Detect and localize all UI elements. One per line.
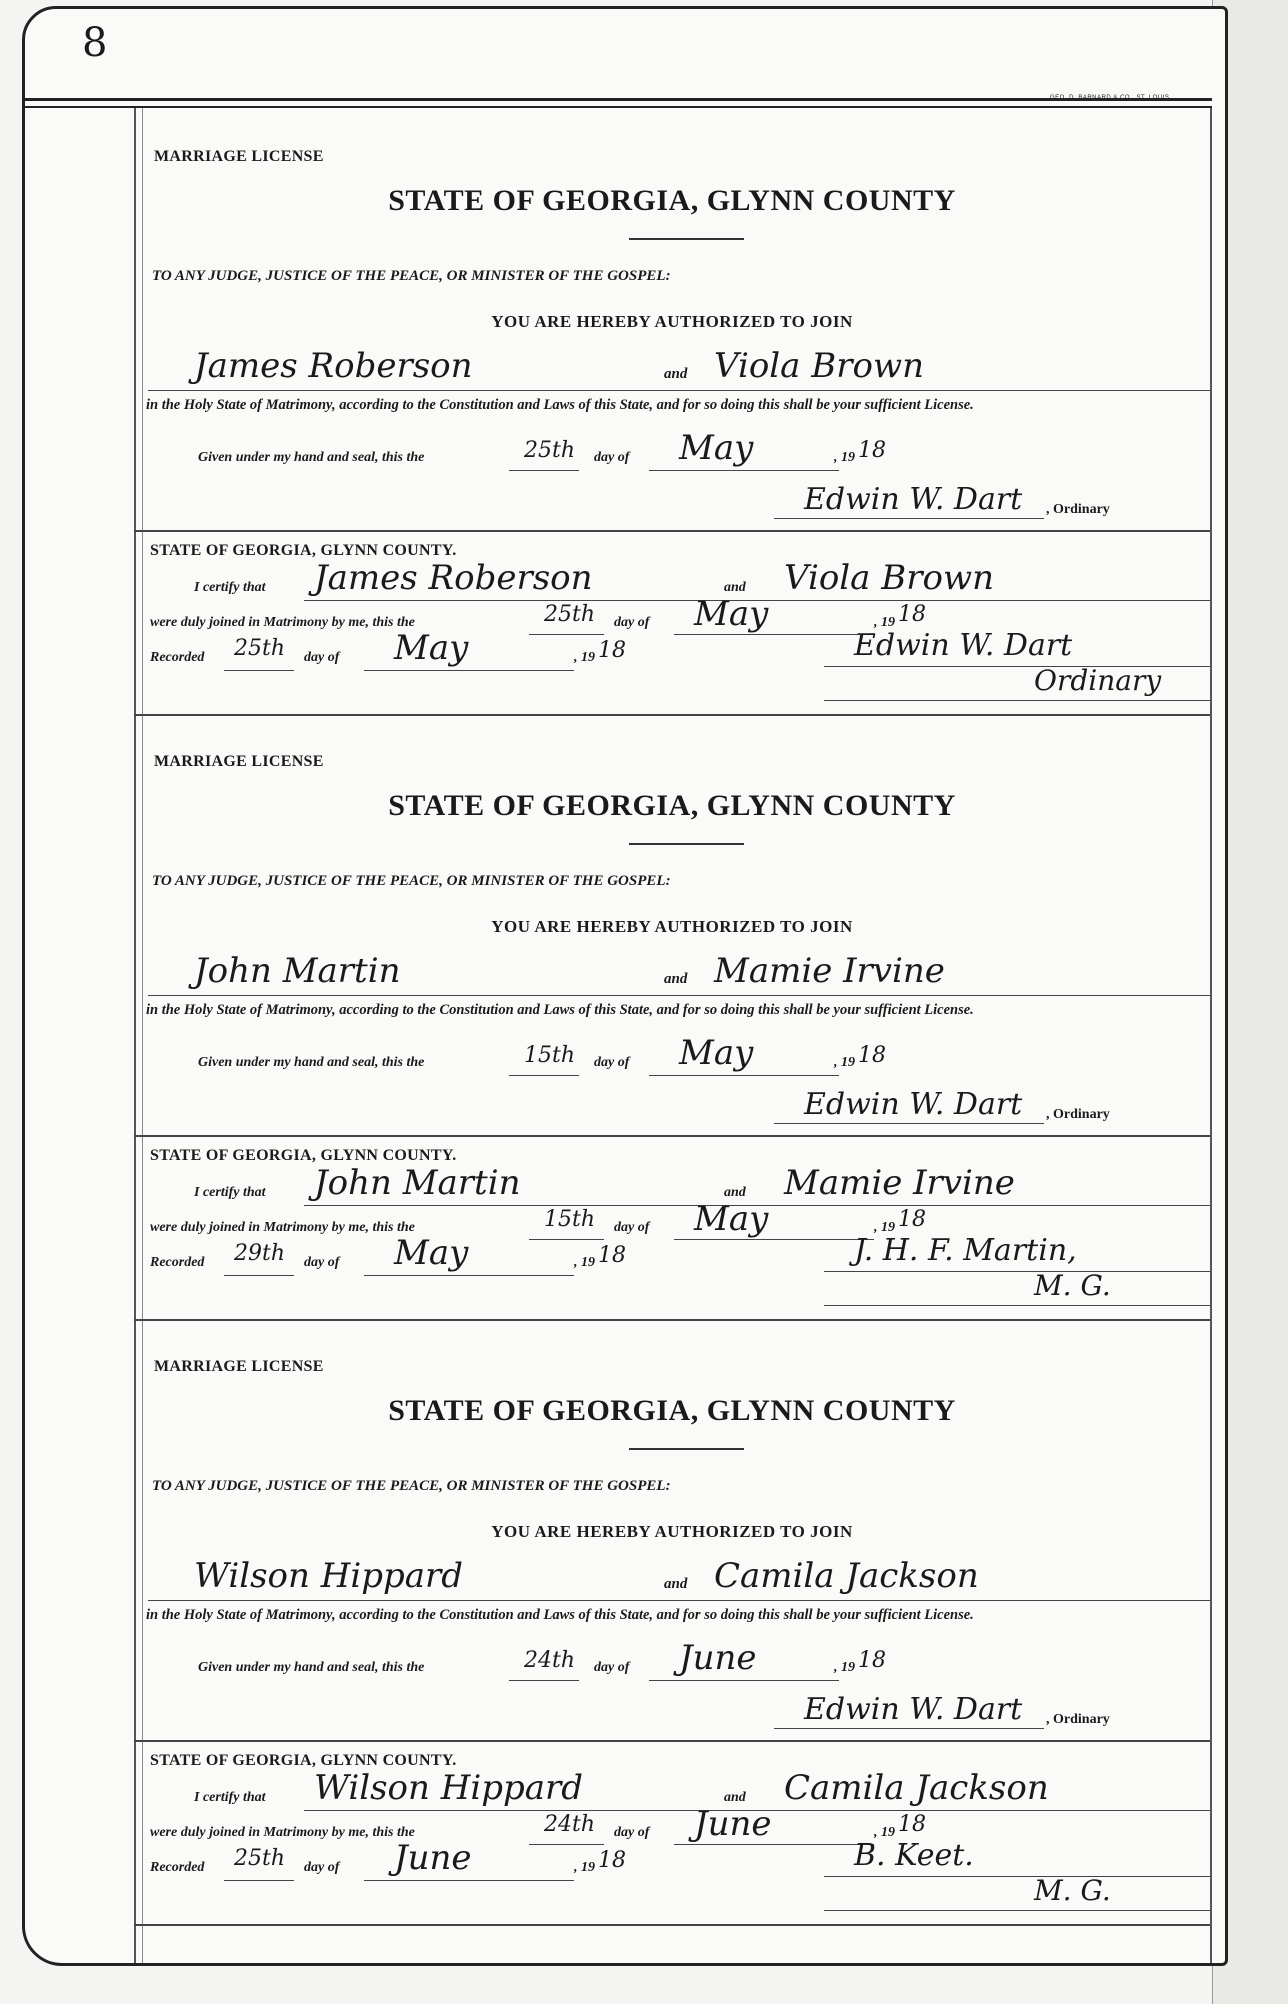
authorized-line: YOU ARE HEREBY AUTHORIZED TO JOIN (491, 1522, 853, 1541)
recorded-month: June (394, 1838, 472, 1878)
license-heading: MARRIAGE LICENSE (154, 148, 324, 165)
title-underline (824, 1910, 1210, 1911)
married-year: 18 (898, 1207, 926, 1232)
ordinary-signature: Edwin W. Dart (804, 482, 1023, 517)
recorded-month: May (394, 628, 469, 668)
certified-groom: Wilson Hippard (314, 1768, 584, 1808)
day-of-label: day of (304, 650, 340, 665)
bride-name: Camila Jackson (714, 1556, 979, 1596)
day-of-label: day of (594, 1660, 630, 1675)
day-of-label: day of (614, 1825, 650, 1840)
recorded-day: 29th (234, 1241, 286, 1266)
certificate-heading: STATE OF GEORGIA, GLYNN COUNTY. (150, 542, 457, 559)
address-line: TO ANY JUDGE, JUSTICE OF THE PEACE, OR MINISTER OF THE GOSPEL: (152, 873, 671, 889)
recorded-label: Recorded (150, 1255, 205, 1270)
year-prefix: , 19 (574, 1860, 595, 1875)
year-prefix: , 19 (574, 1255, 595, 1270)
month-underline (364, 1275, 574, 1276)
certificate-heading: STATE OF GEORGIA, GLYNN COUNTY. (150, 1752, 457, 1769)
year-prefix: , 19 (874, 1220, 895, 1235)
year-prefix: , 19 (574, 650, 595, 665)
matrimony-text: in the Holy State of Matrimony, according to the Constitution and Laws of this State, and for so doing this shall be your sufficient License. (146, 397, 974, 413)
married-year: 18 (898, 1812, 926, 1837)
day-of-label: day of (304, 1860, 340, 1875)
printer-mark: GEO. D. BARNARD & CO., ST. LOUIS. (1050, 95, 1172, 101)
recorded-year: 18 (598, 1848, 626, 1873)
section-divider (134, 530, 1210, 532)
day-underline (224, 670, 294, 671)
license-month: May (679, 1033, 754, 1073)
top-rule (22, 98, 1212, 101)
license-year: 18 (858, 1043, 886, 1068)
bride-name: Mamie Irvine (714, 951, 945, 991)
names-underline (148, 995, 1210, 996)
license-title: STATE OF GEORGIA, GLYNN COUNTY (388, 1394, 956, 1427)
married-day: 15th (544, 1207, 596, 1232)
signature-underline (774, 518, 1044, 519)
day-of-label: day of (304, 1255, 340, 1270)
section-divider (134, 1740, 1210, 1742)
year-prefix: , 19 (834, 450, 855, 465)
day-underline (224, 1880, 294, 1881)
certified-bride: Camila Jackson (784, 1768, 1049, 1808)
month-underline (674, 1844, 874, 1845)
record-divider (134, 714, 1210, 716)
certify-label: I certify that (194, 1185, 266, 1200)
married-day: 25th (544, 602, 596, 627)
officiant-title: M. G. (1034, 1874, 1111, 1907)
day-of-label: day of (594, 450, 630, 465)
groom-name: Wilson Hippard (194, 1556, 464, 1596)
and-label: and (664, 971, 688, 987)
license-heading: MARRIAGE LICENSE (154, 753, 324, 770)
day-underline (509, 1680, 579, 1681)
license-title: STATE OF GEORGIA, GLYNN COUNTY (388, 184, 956, 217)
signature-underline (774, 1123, 1044, 1124)
title-rule (629, 843, 744, 845)
day-underline (529, 1239, 604, 1240)
license-month: June (679, 1638, 757, 1678)
bride-name: Viola Brown (714, 346, 924, 386)
margin-rule (1210, 108, 1212, 1963)
ordinary-label: , Ordinary (1046, 502, 1110, 517)
day-of-label: day of (594, 1055, 630, 1070)
signature-underline (774, 1728, 1044, 1729)
license-year: 18 (858, 438, 886, 463)
certify-label: I certify that (194, 1790, 266, 1805)
address-line: TO ANY JUDGE, JUSTICE OF THE PEACE, OR MINISTER OF THE GOSPEL: (152, 268, 671, 284)
and-label: and (664, 366, 688, 382)
signature-underline (824, 1271, 1210, 1272)
license-title: STATE OF GEORGIA, GLYNN COUNTY (388, 789, 956, 822)
officiant-signature: J. H. F. Martin, (854, 1233, 1077, 1268)
groom-name: John Martin (194, 951, 401, 991)
names-underline (148, 390, 1210, 391)
year-prefix: , 19 (874, 1825, 895, 1840)
license-day: 25th (524, 438, 576, 463)
recorded-year: 18 (598, 1243, 626, 1268)
matrimony-text: in the Holy State of Matrimony, according to the Constitution and Laws of this State, and for so doing this shall be your sufficient License. (146, 1002, 974, 1018)
month-underline (649, 470, 839, 471)
and-label: and (724, 580, 746, 595)
signature-underline (824, 1876, 1210, 1877)
month-underline (674, 634, 874, 635)
officiant-signature: Edwin W. Dart (854, 628, 1073, 663)
and-label: and (664, 1576, 688, 1592)
recorded-label: Recorded (150, 1860, 205, 1875)
certified-bride: Mamie Irvine (784, 1163, 1015, 1203)
month-underline (649, 1680, 839, 1681)
ordinary-signature: Edwin W. Dart (804, 1692, 1023, 1727)
given-under-label: Given under my hand and seal, this the (198, 1660, 425, 1675)
year-prefix: , 19 (834, 1055, 855, 1070)
certified-groom: James Roberson (314, 558, 593, 598)
groom-name: James Roberson (194, 346, 473, 386)
married-day: 24th (544, 1812, 596, 1837)
section-divider (134, 1135, 1210, 1137)
duly-joined-label: were duly joined in Matrimony by me, this the (150, 1220, 415, 1235)
day-of-label: day of (614, 615, 650, 630)
license-heading: MARRIAGE LICENSE (154, 1358, 324, 1375)
ordinary-label: , Ordinary (1046, 1712, 1110, 1727)
authorized-line: YOU ARE HEREBY AUTHORIZED TO JOIN (491, 917, 853, 936)
day-underline (529, 1844, 604, 1845)
married-month: May (694, 1199, 769, 1239)
title-underline (824, 700, 1210, 701)
recorded-day: 25th (234, 636, 286, 661)
officiant-signature: B. Keet. (854, 1838, 974, 1873)
month-underline (364, 670, 574, 671)
and-label: and (724, 1185, 746, 1200)
day-underline (529, 634, 604, 635)
license-day: 15th (524, 1043, 576, 1068)
married-month: May (694, 594, 769, 634)
certify-label: I certify that (194, 580, 266, 595)
month-underline (674, 1239, 874, 1240)
page-number: 8 (82, 20, 108, 66)
certified-groom: John Martin (314, 1163, 521, 1203)
day-underline (509, 1075, 579, 1076)
title-rule (629, 238, 744, 240)
recorded-year: 18 (598, 638, 626, 663)
title-underline (824, 1305, 1210, 1306)
record-divider (134, 1319, 1210, 1321)
ordinary-label: , Ordinary (1046, 1107, 1110, 1122)
license-year: 18 (858, 1648, 886, 1673)
married-year: 18 (898, 602, 926, 627)
recorded-label: Recorded (150, 650, 205, 665)
title-rule (629, 1448, 744, 1450)
day-underline (509, 470, 579, 471)
day-of-label: day of (614, 1220, 650, 1235)
day-underline (224, 1275, 294, 1276)
certificate-heading: STATE OF GEORGIA, GLYNN COUNTY. (150, 1147, 457, 1164)
authorized-line: YOU ARE HEREBY AUTHORIZED TO JOIN (491, 312, 853, 331)
recorded-day: 25th (234, 1846, 286, 1871)
address-line: TO ANY JUDGE, JUSTICE OF THE PEACE, OR MINISTER OF THE GOSPEL: (152, 1478, 671, 1494)
record-divider (134, 1924, 1210, 1926)
duly-joined-label: were duly joined in Matrimony by me, this the (150, 1825, 415, 1840)
year-prefix: , 19 (874, 615, 895, 630)
license-day: 24th (524, 1648, 576, 1673)
margin-rule (142, 108, 143, 1963)
married-month: June (694, 1804, 772, 1844)
matrimony-text: in the Holy State of Matrimony, according to the Constitution and Laws of this State, and for so doing this shall be your sufficient License. (146, 1607, 974, 1623)
and-label: and (724, 1790, 746, 1805)
license-month: May (679, 428, 754, 468)
month-underline (364, 1880, 574, 1881)
officiant-title: M. G. (1034, 1269, 1111, 1302)
month-underline (649, 1075, 839, 1076)
officiant-title: Ordinary (1034, 664, 1162, 697)
year-prefix: , 19 (834, 1660, 855, 1675)
duly-joined-label: were duly joined in Matrimony by me, this the (150, 615, 415, 630)
certified-bride: Viola Brown (784, 558, 994, 598)
margin-rule (134, 108, 136, 1963)
names-underline (148, 1600, 1210, 1601)
top-rule (22, 106, 1212, 108)
given-under-label: Given under my hand and seal, this the (198, 450, 425, 465)
recorded-month: May (394, 1233, 469, 1273)
ordinary-signature: Edwin W. Dart (804, 1087, 1023, 1122)
given-under-label: Given under my hand and seal, this the (198, 1055, 425, 1070)
